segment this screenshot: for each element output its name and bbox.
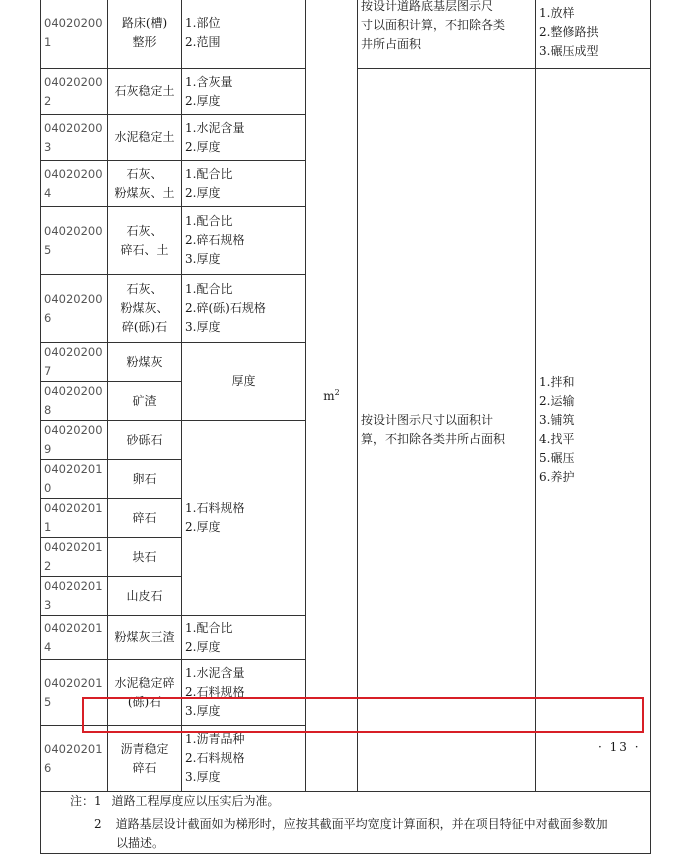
work-line: 4.找平 — [539, 432, 575, 446]
note-2-number: 2 — [94, 817, 102, 831]
item-name-line: 卵石 — [132, 471, 157, 486]
feature-line: 1.水泥含量 — [185, 666, 245, 680]
item-name-line: 块石 — [132, 549, 157, 564]
item-name-line: 碎石 — [132, 510, 157, 525]
item-name-line: 粉煤灰三渣 — [114, 630, 175, 644]
feature-line: 1.部位 — [185, 15, 221, 30]
feature-line: 1.配合比 — [185, 214, 233, 228]
item-name — [108, 0, 182, 69]
item-name-line: 沥青稳定 — [120, 741, 169, 756]
item-name — [108, 726, 182, 792]
work-line: 5.碾压 — [539, 451, 575, 465]
item-name-line: 碎石、土 — [120, 242, 169, 257]
item-name — [108, 69, 182, 115]
item-name-line: 水泥稳定土 — [114, 130, 175, 144]
item-name-line: 碎(砾)石 — [121, 320, 168, 334]
rule-line: 寸以面积计算，不扣除各类 — [361, 18, 506, 32]
feature-line: 2.厚度 — [185, 93, 221, 108]
feature-line: 1.配合比 — [185, 282, 233, 296]
rule-line: 井所占面积 — [361, 37, 422, 51]
item-name-line: 粉煤灰、 — [120, 301, 169, 315]
item-code: 040202008 — [41, 382, 108, 421]
rule-line: 算，不扣除各类井所占面积 — [361, 432, 506, 446]
item-features — [182, 0, 306, 69]
work-line: 3.铺筑 — [539, 413, 575, 427]
item-code: 040202014 — [41, 616, 108, 660]
note-1-text: 道路工程厚度应以压实后为准。 — [111, 794, 280, 808]
measurement-rule — [358, 69, 536, 792]
item-name — [108, 538, 182, 577]
work-content — [536, 69, 651, 792]
item-code: 040202002 — [41, 69, 108, 115]
item-code: 040202005 — [41, 207, 108, 275]
rule-line: 按设计图示尺寸以面积计 — [361, 413, 494, 427]
item-name — [108, 421, 182, 460]
item-features — [182, 275, 306, 343]
feature-line: 2.厚度 — [185, 639, 221, 654]
item-name-line: 石灰、 — [126, 282, 163, 296]
unit-text: m — [323, 388, 335, 403]
feature-line: 1.配合比 — [185, 620, 233, 635]
item-features: 厚度 — [182, 343, 306, 421]
item-name — [108, 499, 182, 538]
note-1 — [44, 792, 647, 811]
rule-line: 按设计道路底基层图示尺 — [361, 0, 494, 13]
item-name — [108, 616, 182, 660]
note-label: 注：1 — [70, 794, 106, 808]
item-name-line: 粉煤灰、土 — [114, 185, 175, 200]
feature-line: 1.含灰量 — [185, 74, 233, 89]
item-name-line: (砾)石 — [127, 694, 162, 709]
highlight-box — [82, 697, 644, 733]
item-name — [108, 343, 182, 382]
table-row — [41, 0, 651, 69]
work-line: 1.放样 — [539, 6, 575, 20]
feature-line: 2.碎石规格 — [185, 233, 245, 247]
item-name-line: 粉煤灰 — [126, 354, 163, 369]
item-name — [108, 207, 182, 275]
feature-line: 3.厚度 — [185, 770, 221, 784]
work-line: 2.运输 — [539, 394, 575, 408]
work-line: 3.碾压成型 — [539, 44, 599, 58]
page-number: · 13 · — [598, 740, 641, 754]
feature-line: 2.厚度 — [185, 139, 221, 154]
unit-superscript: 2 — [334, 387, 340, 397]
item-code: 040202003 — [41, 115, 108, 161]
feature-line: 3.厚度 — [185, 704, 221, 718]
note-2 — [44, 811, 647, 834]
feature-line: 2.石料规格 — [185, 751, 245, 765]
unit-cell — [306, 0, 358, 792]
item-code: 040202016 — [41, 726, 108, 792]
item-name-line: 水泥稳定碎 — [114, 675, 175, 690]
item-features — [182, 69, 306, 115]
note-2-text: 道路基层设计截面如为梯形时，应按其截面平均宽度计算面积，并在项目特征中对截面参数加 — [115, 817, 608, 831]
feature-line: 1.沥青品种 — [185, 732, 245, 746]
item-name-line: 山皮石 — [126, 588, 163, 603]
work-line: 2.整修路拱 — [539, 25, 599, 39]
item-code: 040202009 — [41, 421, 108, 460]
item-code: 040202012 — [41, 538, 108, 577]
item-name-line: 整形 — [132, 34, 157, 49]
feature-line: 1.石料规格 — [185, 501, 245, 515]
feature-line: 1.水泥含量 — [185, 120, 245, 135]
item-features — [182, 421, 306, 616]
feature-line: 1.配合比 — [185, 166, 233, 181]
item-features — [182, 726, 306, 792]
item-code: 040202010 — [41, 460, 108, 499]
item-code: 040202004 — [41, 161, 108, 207]
work-content — [536, 0, 651, 69]
item-name-line: 石灰、 — [126, 166, 163, 181]
item-name — [108, 161, 182, 207]
work-line: 1.拌和 — [539, 375, 575, 389]
item-features — [182, 115, 306, 161]
item-features — [182, 616, 306, 660]
item-name — [108, 577, 182, 616]
feature-line: 2.范围 — [185, 34, 221, 49]
item-name — [108, 460, 182, 499]
item-name-line: 碎石 — [132, 760, 157, 775]
item-code: 040202007 — [41, 343, 108, 382]
work-line: 6.养护 — [539, 470, 575, 484]
feature-line: 3.厚度 — [185, 252, 221, 266]
item-name — [108, 115, 182, 161]
feature-line: 2.石料规格 — [185, 685, 245, 699]
item-name-line: 路床(槽) — [121, 15, 168, 30]
item-code: 040202013 — [41, 577, 108, 616]
item-features — [182, 161, 306, 207]
measurement-rule — [358, 0, 536, 69]
notes-cell — [41, 792, 651, 854]
feature-line: 2.厚度 — [185, 520, 221, 534]
item-name-line: 石灰稳定土 — [114, 84, 175, 98]
item-name-line: 石灰、 — [126, 223, 163, 238]
item-code: 040202011 — [41, 499, 108, 538]
feature-line: 2.厚度 — [185, 185, 221, 200]
item-features — [182, 207, 306, 275]
notes-row — [41, 792, 651, 854]
item-name — [108, 382, 182, 421]
item-code: 040202006 — [41, 275, 108, 343]
item-name-line: 砂砾石 — [126, 432, 163, 447]
item-name — [108, 275, 182, 343]
item-name-line: 矿渣 — [132, 393, 157, 408]
feature-line: 2.碎(砾)石规格 — [185, 301, 266, 315]
note-2-continuation: 以描述。 — [116, 836, 165, 850]
item-code: 040202015 — [41, 660, 108, 726]
item-code: 040202001 — [41, 0, 108, 69]
feature-line: 3.厚度 — [185, 320, 221, 334]
